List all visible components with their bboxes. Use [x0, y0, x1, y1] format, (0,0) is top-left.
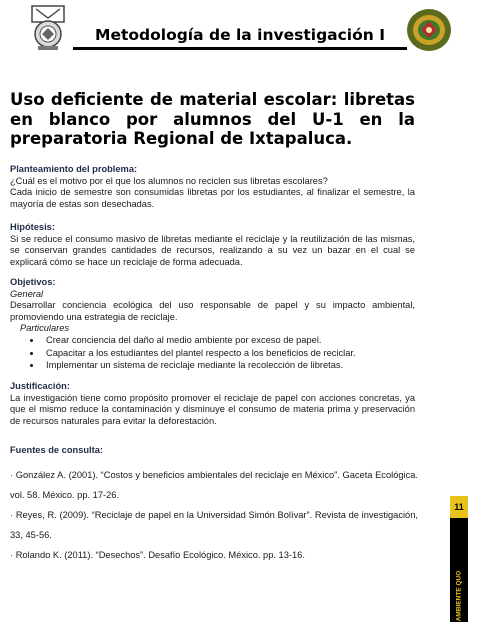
bullet-dot-icon: · [10, 470, 16, 480]
section-heading: Objetivos: [10, 277, 56, 287]
reference-text: Rolando K. (2011). “Desechos”. Desafío Ecológico. México. pp. 13-16. [15, 550, 305, 560]
page-header [0, 0, 494, 56]
reference-item [10, 545, 418, 565]
school-seal-logo [406, 8, 452, 52]
list-item: • Crear conciencia del daño al medio ambiente por exceso de papel. [42, 335, 415, 347]
section-objetivos [10, 277, 415, 373]
header-rule [73, 47, 407, 50]
hypothesis-text: Si se reduce el consumo masivo de libretas mediante el reciclaje y la reutilización de las mismas, se conservan grandes cantidades de recursos, realizando a su vez un bazar en el cual se explicará cómo se hace un reciclaje de forma adecuada. [10, 233, 415, 267]
reference-item [10, 505, 418, 545]
list-item: • Implementar un sistema de reciclaje mediante la recolección de libretas. [42, 360, 415, 372]
document-title: Uso deficiente de material escolar: libretas en blanco por alumnos del U-1 en la preparatoria Regional de Ixtapaluca. [10, 90, 415, 148]
reference-text: González A. (2001). “Costos y beneficios ambientales del reciclaje en México”. Gaceta Ecológica. vol. 58. México. pp. 17-26. [10, 470, 418, 500]
problem-text: Cada inicio de semestre son consumidas libretas por los estudiantes, al finalizar el semestre, la mayoría de estas son desechadas. [10, 187, 415, 209]
header-title: Metodología de la investigación I [95, 26, 385, 44]
problem-question: ¿Cuál es el motivo por el que los alumnos no reciclen sus libretas escolares? [10, 175, 328, 186]
bullet-dot-icon: · [10, 510, 16, 520]
section-planteamiento [10, 164, 415, 210]
section-heading: Fuentes de consulta: [10, 445, 103, 455]
reference-text: Reyes, R. (2009). “Reciclaje de papel en la Universidad Simón Bolívar”. Revista de investigación, 33, 45-56. [10, 510, 418, 540]
justification-text: La investigación tiene como propósito promover el reciclaje de papel con acciones concretas, ya que el mismo reduce la contaminación y disminuye el consumo de materia prima y preservación de recursos naturales para evitar la deforestación. [10, 392, 415, 426]
particular-objectives-list [10, 335, 415, 372]
section-fuentes [10, 445, 418, 565]
institution-crest-logo [28, 4, 68, 52]
general-label: General [10, 288, 44, 299]
section-hipotesis [10, 222, 415, 268]
reference-item [10, 465, 418, 505]
bullet-dot-icon: · [10, 550, 16, 560]
particulares-label: Particulares [20, 323, 70, 334]
section-heading: Planteamiento del problema: [10, 164, 138, 174]
sidebar-label: AMBIENTE QUO [455, 570, 463, 622]
section-heading: Justificación: [10, 381, 70, 391]
list-item: • Capacitar a los estudiantes del plantel respecto a los beneficios de reciclar. [42, 348, 415, 360]
general-objective: Desarrollar conciencia ecológica del uso responsable de papel y su impacto ambiental, promoviendo una estrategia de reciclaje. [10, 300, 415, 322]
page-number: 11 [450, 496, 468, 518]
section-justificacion [10, 381, 415, 427]
section-heading: Hipótesis: [10, 222, 55, 232]
